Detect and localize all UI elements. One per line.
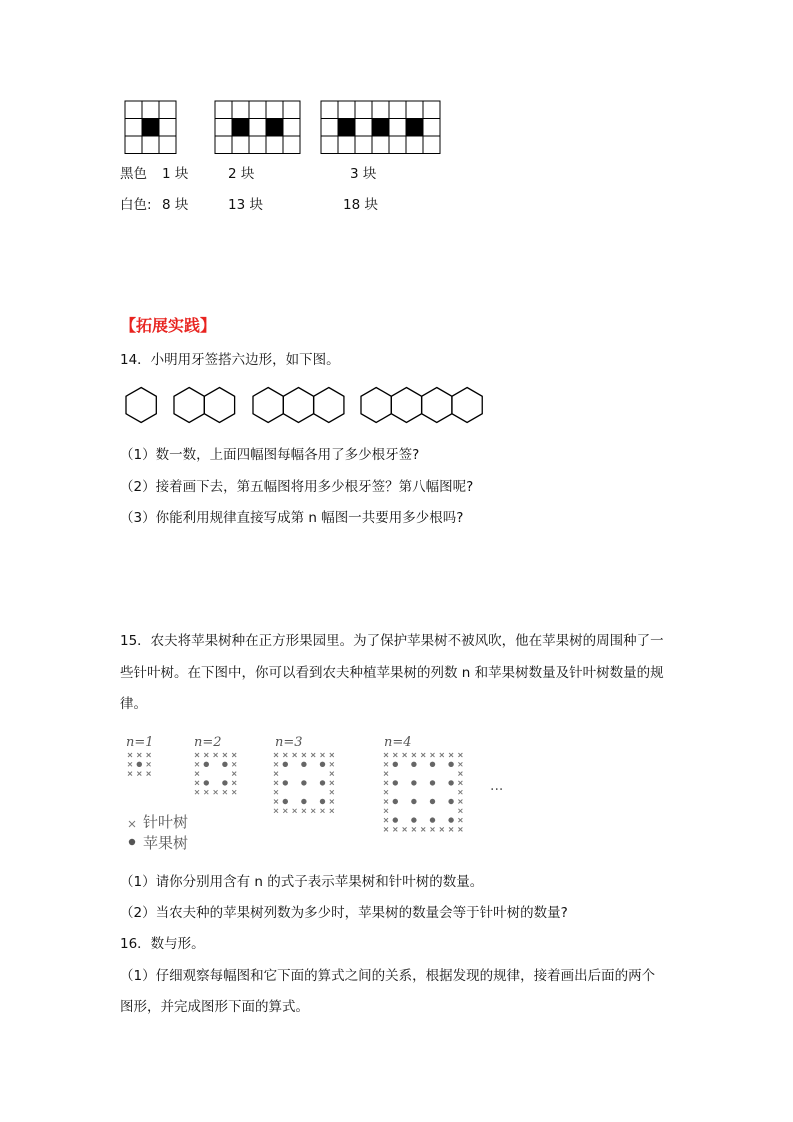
legend-apple-label: 苹果树: [143, 834, 189, 852]
hexagon: [391, 388, 421, 423]
white-tile: [266, 136, 283, 154]
black-count-3: 3 块: [350, 166, 377, 182]
white-tile: [338, 136, 355, 154]
white-tile: [249, 136, 266, 154]
q16-part-1-line-1: （1）仔细观察每幅图和它下面的算式之间的关系，根据发现的规律，接着画出后面的两个: [120, 968, 656, 984]
apple-tree-dot: [393, 780, 398, 785]
hexagon-group: [126, 388, 482, 423]
apple-tree-dot: [301, 799, 306, 804]
section-heading: 【拓展实践】: [120, 316, 217, 335]
hexagon: [283, 388, 313, 423]
q16-part-1-line-2: 图形，并完成图形下面的算式。: [120, 999, 309, 1015]
q14-stem: 14．小明用牙签搭六边形，如下图。: [120, 352, 340, 368]
white-tile: [372, 136, 389, 154]
white-tile: [215, 101, 232, 119]
legend-conifer-label: 针叶树: [143, 813, 189, 831]
white-tile: [338, 101, 355, 119]
apple-tree-dot: [283, 780, 288, 785]
white-tile: [266, 101, 283, 119]
tile-grid-3: [321, 101, 440, 154]
white-count-2: 13 块: [228, 197, 263, 213]
apple-tree-dot: [301, 780, 306, 785]
white-tile: [249, 101, 266, 119]
orchard-ellipsis: ···: [490, 782, 504, 798]
black-tile: [232, 119, 249, 137]
white-tile: [406, 136, 423, 154]
apple-tree-dot: [448, 762, 453, 767]
q15-part-1: （1）请你分别用含有 n 的式子表示苹果树和针叶树的数量。: [120, 874, 484, 890]
hexagon: [174, 388, 204, 423]
apple-tree-dot: [430, 817, 435, 822]
white-tile: [321, 136, 338, 154]
hexagon-figures: [120, 384, 500, 430]
black-tile: [142, 119, 159, 137]
black-tile: [266, 119, 283, 137]
white-tile: [232, 136, 249, 154]
apple-tree-dot: [430, 799, 435, 804]
white-label: 白色:: [120, 197, 152, 213]
black-tile: [372, 119, 389, 137]
legend-conifer-icon: [128, 820, 138, 830]
white-tile: [215, 136, 232, 154]
tile-figure-3: [320, 100, 445, 160]
apple-tree-dot: [430, 780, 435, 785]
q14-part-2: （2）接着画下去，第五幅图将用多少根牙签？第八幅图呢?: [120, 479, 474, 495]
white-tile: [215, 119, 232, 137]
apple-tree-dot: [393, 762, 398, 767]
white-tile: [372, 101, 389, 119]
orchard-label-2: n=2: [194, 735, 222, 750]
white-tile: [249, 119, 266, 137]
apple-tree-dot: [411, 817, 416, 822]
tile-figure-2: [214, 100, 304, 160]
white-tile: [321, 119, 338, 137]
apple-tree-dot: [320, 780, 325, 785]
white-tile: [423, 101, 440, 119]
hexagon: [204, 388, 234, 423]
white-tile: [159, 101, 176, 119]
white-tile: [389, 101, 406, 119]
orchard-label-3: n=3: [275, 735, 303, 750]
apple-tree-dot: [320, 799, 325, 804]
apple-tree-dot: [222, 762, 227, 767]
white-tile: [159, 136, 176, 154]
white-tile: [142, 101, 159, 119]
apple-tree-dot: [320, 762, 325, 767]
black-count-1: 1 块: [162, 166, 189, 182]
q15-part-2: （2）当农夫种的苹果树列数为多少时，苹果树的数量会等于针叶树的数量?: [120, 905, 568, 921]
q14-part-3: （3）你能利用规律直接写成第 n 幅图一共要用多少根吗?: [120, 510, 464, 526]
apple-tree-dot: [283, 799, 288, 804]
hexagon: [314, 388, 344, 423]
black-label: 黑色: [120, 166, 147, 182]
white-tile: [321, 101, 338, 119]
white-tile: [389, 119, 406, 137]
hexagon: [253, 388, 283, 423]
q16-stem: 16．数与形。: [120, 936, 205, 952]
white-tile: [355, 119, 372, 137]
tile-figure-1: [124, 100, 184, 160]
white-tile: [283, 119, 300, 137]
orchard-label-4: n=4: [384, 735, 412, 750]
q15-stem-line-3: 律。: [120, 696, 147, 712]
hexagon: [126, 388, 156, 423]
apple-tree-dot: [204, 780, 209, 785]
apple-tree-dot: [448, 799, 453, 804]
white-tile: [423, 119, 440, 137]
white-tile: [423, 136, 440, 154]
white-tile: [355, 136, 372, 154]
apple-tree-dot: [222, 780, 227, 785]
apple-tree-dot: [137, 762, 142, 767]
white-count-3: 18 块: [343, 197, 378, 213]
white-tile: [283, 136, 300, 154]
tile-grid-2: [215, 101, 300, 154]
white-tile: [283, 101, 300, 119]
tile-grid-1: [125, 101, 176, 154]
white-tile: [125, 136, 142, 154]
apple-tree-dot: [204, 762, 209, 767]
hexagon: [422, 388, 452, 423]
white-count-1: 8 块: [162, 197, 189, 213]
apple-tree-dot: [393, 799, 398, 804]
legend-apple-icon: [128, 838, 138, 848]
q15-stem-line-2: 些针叶树。在下图中，你可以看到农夫种植苹果树的列数 n 和苹果树数量及针叶树数量的规: [120, 665, 664, 681]
apple-tree-dot: [430, 762, 435, 767]
apple-tree-dot: [393, 817, 398, 822]
white-tile: [232, 101, 249, 119]
orchard-label-1: n=1: [126, 735, 154, 750]
apple-tree-dot: [411, 762, 416, 767]
black-count-2: 2 块: [228, 166, 255, 182]
white-tile: [159, 119, 176, 137]
apple-tree-dot: [411, 799, 416, 804]
apple-tree-dot: [283, 762, 288, 767]
q15-stem-line-1: 15．农夫将苹果树种在正方形果园里。为了保护苹果树不被风吹，他在苹果树的周围种了一: [120, 633, 664, 649]
apple-tree-dot: [448, 817, 453, 822]
white-tile: [142, 136, 159, 154]
white-tile: [125, 119, 142, 137]
hexagon: [361, 388, 391, 423]
apple-tree-dot: [411, 780, 416, 785]
black-tile: [338, 119, 355, 137]
white-tile: [355, 101, 372, 119]
white-tile: [125, 101, 142, 119]
hexagon: [452, 388, 482, 423]
white-tile: [389, 136, 406, 154]
apple-tree-dot: [448, 780, 453, 785]
white-tile: [406, 101, 423, 119]
q14-part-1: （1）数一数，上面四幅图每幅各用了多少根牙签?: [120, 447, 420, 463]
black-tile: [406, 119, 423, 137]
apple-tree-dot: [301, 762, 306, 767]
